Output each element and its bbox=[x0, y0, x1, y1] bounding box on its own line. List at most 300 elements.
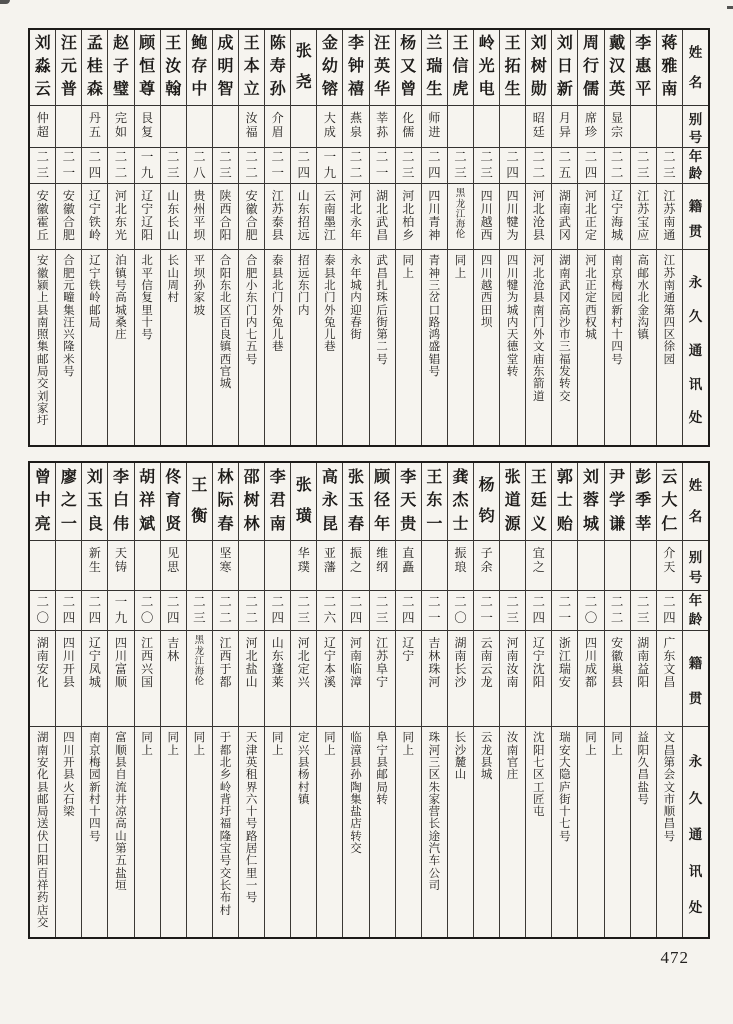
age-cell: 二 一 bbox=[265, 148, 290, 184]
alias-cell: 完 如 bbox=[108, 106, 133, 148]
address-cell: 阜 宁 县 邮 局 转 bbox=[376, 732, 388, 806]
age-cell: 二 〇 bbox=[135, 591, 160, 631]
alias-cell bbox=[56, 106, 81, 148]
age-cell: 二 三 bbox=[213, 148, 238, 184]
native-cell: 辽 宁 铁 岭 bbox=[82, 184, 107, 250]
header-column bbox=[682, 463, 708, 937]
age-cell: 二 四 bbox=[82, 591, 107, 631]
age-cell: 二 四 bbox=[265, 591, 290, 631]
alias-cell bbox=[265, 541, 290, 591]
alias-cell: 介 天 bbox=[657, 541, 682, 591]
name-cell: 李 惠 平 bbox=[631, 30, 656, 106]
native-cell: 辽 宁 沈 阳 bbox=[526, 631, 551, 727]
address-cell: 平 坝 孙 家 坡 bbox=[193, 255, 206, 317]
native-cell: 浙 江 瑞 安 bbox=[552, 631, 577, 727]
age-cell: 二 四 bbox=[82, 148, 107, 184]
address-cell: 云 龙 县 城 bbox=[480, 732, 493, 782]
alias-cell: 昭 廷 bbox=[526, 106, 551, 148]
native-cell: 贵 州 平 坝 bbox=[187, 184, 212, 250]
native-cell: 河 北 定 兴 bbox=[291, 631, 316, 727]
address-cell: 同 上 bbox=[193, 732, 206, 757]
age-cell: 二 〇 bbox=[30, 591, 55, 631]
name-cell: 李 君 南 bbox=[265, 463, 290, 541]
native-cell: 陕 西 合 阳 bbox=[213, 184, 238, 250]
alias-cell: 师 进 bbox=[422, 106, 447, 148]
person-column bbox=[577, 463, 603, 937]
person-column bbox=[342, 463, 368, 937]
name-cell: 邵 树 林 bbox=[239, 463, 264, 541]
name-cell: 岭 光 电 bbox=[474, 30, 499, 106]
alias-cell bbox=[657, 106, 682, 148]
name-cell: 高 永 昆 bbox=[317, 463, 342, 541]
age-cell: 二 四 bbox=[422, 148, 447, 184]
person-column bbox=[55, 463, 81, 937]
header-native: 籍 贯 bbox=[683, 184, 708, 250]
alias-cell bbox=[578, 541, 603, 591]
alias-cell bbox=[239, 541, 264, 591]
age-cell: 二 四 bbox=[291, 148, 316, 184]
name-cell: 汪 元 普 bbox=[56, 30, 81, 106]
age-cell: 二 三 bbox=[161, 148, 186, 184]
age-cell: 二 四 bbox=[56, 591, 81, 631]
address-cell: 珠 河 三 区 朱 家 营 长 途 汽 车 公 司 bbox=[428, 732, 441, 893]
alias-cell bbox=[187, 106, 212, 148]
native-cell: 河 北 沧 县 bbox=[526, 184, 551, 250]
address-cell: 益 阳 久 昌 盐 号 bbox=[637, 732, 649, 806]
address-cell: 武 昌 扎 珠 后 街 第 二 号 bbox=[376, 255, 388, 366]
native-cell: 吉 林 珠 河 bbox=[422, 631, 447, 727]
person-column bbox=[604, 30, 630, 445]
address-cell: 合 肥 小 东 门 内 七 五 号 bbox=[245, 255, 258, 366]
native-cell: 江 苏 宝 应 bbox=[631, 184, 656, 250]
age-cell: 二 四 bbox=[500, 148, 525, 184]
native-cell: 四 川 越 西 bbox=[474, 184, 499, 250]
age-cell: 二 四 bbox=[161, 591, 186, 631]
address-cell: 南 京 梅 园 新 村 十 四 号 bbox=[89, 732, 101, 843]
age-cell: 二 三 bbox=[657, 148, 682, 184]
person-column bbox=[290, 30, 316, 445]
name-cell: 兰 瑞 生 bbox=[422, 30, 447, 106]
alias-cell: 汝 福 bbox=[239, 106, 264, 148]
alias-cell bbox=[474, 106, 499, 148]
person-column bbox=[81, 30, 107, 445]
person-column bbox=[30, 30, 55, 445]
address-cell: 泰 县 北 门 外 兔 儿 巷 bbox=[271, 255, 284, 354]
age-cell: 二 一 bbox=[552, 591, 577, 631]
native-cell: 吉 林 bbox=[161, 631, 186, 727]
alias-cell: 子 余 bbox=[474, 541, 499, 591]
name-cell: 陈 寿 孙 bbox=[265, 30, 290, 106]
alias-cell: 介 眉 bbox=[265, 106, 290, 148]
header-age: 年 龄 bbox=[683, 148, 708, 184]
native-cell: 湖 南 武 冈 bbox=[552, 184, 577, 250]
name-cell: 张 道 源 bbox=[500, 463, 525, 541]
age-cell: 二 〇 bbox=[578, 591, 603, 631]
native-cell: 山 东 招 远 bbox=[291, 184, 316, 250]
person-column bbox=[186, 463, 212, 937]
address-cell: 文 昌 第 会 文 市 顺 昌 号 bbox=[663, 732, 676, 843]
native-cell: 安 徽 霍 丘 bbox=[30, 184, 55, 250]
directory-table-top bbox=[28, 28, 710, 447]
alias-cell bbox=[30, 541, 55, 591]
person-column bbox=[30, 463, 55, 937]
address-cell: 同 上 bbox=[402, 732, 414, 757]
name-cell: 胡 祥 斌 bbox=[135, 463, 160, 541]
age-cell: 二 一 bbox=[56, 148, 81, 184]
alias-cell bbox=[500, 106, 525, 148]
alias-cell: 维 纲 bbox=[370, 541, 395, 591]
address-cell: 四 川 犍 为 城 内 天 德 堂 转 bbox=[506, 255, 519, 379]
native-cell: 四 川 成 都 bbox=[578, 631, 603, 727]
name-cell: 廖 之 一 bbox=[56, 463, 81, 541]
alias-cell bbox=[631, 541, 656, 591]
native-cell: 河 南 汝 南 bbox=[500, 631, 525, 727]
age-cell: 二 二 bbox=[108, 148, 133, 184]
person-column bbox=[421, 30, 447, 445]
native-cell: 辽 宁 海 城 bbox=[605, 184, 630, 250]
alias-cell: 丹 五 bbox=[82, 106, 107, 148]
alias-cell bbox=[422, 541, 447, 591]
address-cell: 长 山 周 村 bbox=[167, 255, 179, 305]
person-column bbox=[630, 30, 656, 445]
person-column bbox=[499, 30, 525, 445]
person-column bbox=[160, 30, 186, 445]
person-column bbox=[342, 30, 368, 445]
address-cell: 泊 镇 号 高 城 桑 庄 bbox=[115, 255, 127, 342]
age-cell: 二 三 bbox=[396, 148, 421, 184]
alias-cell bbox=[213, 106, 238, 148]
native-cell: 河 北 永 年 bbox=[343, 184, 368, 250]
native-cell: 辽 宁 本 溪 bbox=[317, 631, 342, 727]
age-cell: 二 四 bbox=[657, 591, 682, 631]
alias-cell bbox=[500, 541, 525, 591]
native-cell: 湖 北 武 昌 bbox=[370, 184, 395, 250]
alias-cell: 亚 藩 bbox=[317, 541, 342, 591]
person-column bbox=[107, 30, 133, 445]
name-cell: 佟 育 贤 bbox=[161, 463, 186, 541]
person-column bbox=[551, 463, 577, 937]
native-cell: 辽 宁 凤 城 bbox=[82, 631, 107, 727]
alias-cell: 华 璞 bbox=[291, 541, 316, 591]
name-cell: 金 幼 镕 bbox=[317, 30, 342, 106]
address-cell: 合 阳 东 北 区 百 良 镇 西 官 城 bbox=[219, 255, 232, 391]
person-column bbox=[447, 463, 473, 937]
person-column bbox=[630, 463, 656, 937]
person-column bbox=[656, 30, 682, 445]
native-cell: 黑 龙 江 海 伦 bbox=[448, 184, 473, 250]
person-column bbox=[107, 463, 133, 937]
person-column bbox=[264, 463, 290, 937]
native-cell: 江 西 兴 国 bbox=[135, 631, 160, 727]
age-cell: 一 九 bbox=[108, 591, 133, 631]
native-cell: 江 苏 泰 县 bbox=[265, 184, 290, 250]
person-column bbox=[525, 463, 551, 937]
age-cell: 二 二 bbox=[343, 148, 368, 184]
address-cell: 高 邮 水 北 金 沟 镇 bbox=[637, 255, 649, 342]
address-cell: 河 北 正 定 西 权 城 bbox=[585, 255, 597, 342]
address-cell: 瑞 安 大 隐 庐 街 十 七 号 bbox=[559, 732, 571, 843]
address-cell: 湖 南 武 冈 高 沙 市 三 福 发 转 交 bbox=[559, 255, 571, 403]
age-cell: 二 四 bbox=[396, 591, 421, 631]
person-column bbox=[656, 463, 682, 937]
native-cell: 河 南 临 漳 bbox=[343, 631, 368, 727]
alias-cell: 坚 寒 bbox=[213, 541, 238, 591]
alias-cell: 天 铸 bbox=[108, 541, 133, 591]
native-cell: 四 川 开 县 bbox=[56, 631, 81, 727]
name-cell: 顾 径 年 bbox=[370, 463, 395, 541]
alias-cell bbox=[187, 541, 212, 591]
name-cell: 彭 季 莘 bbox=[631, 463, 656, 541]
age-cell: 二 一 bbox=[474, 591, 499, 631]
name-cell: 林 际 春 bbox=[213, 463, 238, 541]
alias-cell: 艮 复 bbox=[135, 106, 160, 148]
header-column bbox=[682, 30, 708, 445]
address-cell: 永 年 城 内 迎 春 街 bbox=[350, 255, 362, 342]
name-cell: 杨 钧 bbox=[474, 463, 499, 541]
age-cell: 二 八 bbox=[187, 148, 212, 184]
native-cell: 云 南 墨 江 bbox=[317, 184, 342, 250]
alias-cell bbox=[56, 541, 81, 591]
age-cell: 二 二 bbox=[239, 591, 264, 631]
native-cell: 河 北 东 光 bbox=[108, 184, 133, 250]
name-cell: 孟 桂 森 bbox=[82, 30, 107, 106]
address-cell: 同 上 bbox=[402, 255, 414, 280]
alias-cell bbox=[552, 541, 577, 591]
alias-cell bbox=[448, 106, 473, 148]
name-cell: 张 璜 bbox=[291, 463, 316, 541]
person-column bbox=[499, 463, 525, 937]
person-column bbox=[604, 463, 630, 937]
alias-cell: 席 珍 bbox=[578, 106, 603, 148]
native-cell: 江 苏 阜 宁 bbox=[370, 631, 395, 727]
age-cell: 二 〇 bbox=[448, 591, 473, 631]
address-cell: 同 上 bbox=[141, 732, 153, 757]
alias-cell: 显 宗 bbox=[605, 106, 630, 148]
name-cell: 李 钟 禧 bbox=[343, 30, 368, 106]
person-column bbox=[134, 463, 160, 937]
name-cell: 杨 又 曾 bbox=[396, 30, 421, 106]
native-cell: 湖 南 长 沙 bbox=[448, 631, 473, 727]
age-cell: 二 二 bbox=[605, 591, 630, 631]
person-column bbox=[212, 30, 238, 445]
name-cell: 王 信 虎 bbox=[448, 30, 473, 106]
person-column bbox=[316, 30, 342, 445]
alias-cell bbox=[135, 541, 160, 591]
alias-cell: 月 异 bbox=[552, 106, 577, 148]
native-cell: 河 北 正 定 bbox=[578, 184, 603, 250]
address-cell: 临 漳 县 孙 陶 集 盐 店 转 交 bbox=[350, 732, 362, 856]
address-cell: 湖 南 安 化 县 邮 局 送 伏 口 阳 百 祥 药 店 交 bbox=[36, 732, 49, 929]
address-cell: 合 肥 元 疃 集 汪 兴 隆 米 号 bbox=[63, 255, 75, 379]
native-cell: 山 东 长 山 bbox=[161, 184, 186, 250]
name-cell: 王 廷 义 bbox=[526, 463, 551, 541]
person-column bbox=[525, 30, 551, 445]
page-content bbox=[28, 28, 710, 939]
alias-cell bbox=[161, 106, 186, 148]
alias-cell bbox=[631, 106, 656, 148]
address-cell: 汝 南 官 庄 bbox=[506, 732, 519, 782]
scan-artifact bbox=[0, 0, 10, 4]
age-cell: 二 二 bbox=[526, 148, 551, 184]
native-cell: 四 川 青 神 bbox=[422, 184, 447, 250]
native-cell: 四 川 犍 为 bbox=[500, 184, 525, 250]
address-cell: 青 神 三 岔 口 路 鸿 盛 锠 号 bbox=[428, 255, 441, 379]
age-cell: 二 四 bbox=[526, 591, 551, 631]
native-cell: 辽 宁 bbox=[396, 631, 421, 727]
alias-cell: 燕 泉 bbox=[343, 106, 368, 148]
alias-cell: 见 思 bbox=[161, 541, 186, 591]
name-cell: 赵 子 璧 bbox=[108, 30, 133, 106]
person-column bbox=[577, 30, 603, 445]
name-cell: 刘 蓉 城 bbox=[578, 463, 603, 541]
address-cell: 沈 阳 七 区 工 匠 屯 bbox=[533, 732, 545, 819]
alias-cell: 新 生 bbox=[82, 541, 107, 591]
age-cell: 二 一 bbox=[422, 591, 447, 631]
alias-cell: 宜 之 bbox=[526, 541, 551, 591]
address-cell: 四 川 开 县 火 石 梁 bbox=[63, 732, 75, 819]
native-cell: 湖 南 益 阳 bbox=[631, 631, 656, 727]
person-column bbox=[369, 463, 395, 937]
name-cell: 周 行 儒 bbox=[578, 30, 603, 106]
name-cell: 刘 玉 良 bbox=[82, 463, 107, 541]
alias-cell: 振 琅 bbox=[448, 541, 473, 591]
header-address: 永 久 通 讯 处 bbox=[688, 274, 703, 426]
header-name: 姓 名 bbox=[683, 30, 708, 106]
age-cell: 二 三 bbox=[474, 148, 499, 184]
address-cell: 于 都 北 乡 岭 背 圩 福 隆 宝 号 交 长 布 村 bbox=[219, 732, 232, 917]
address-cell: 长 沙 麓 山 bbox=[454, 732, 467, 782]
address-cell: 同 上 bbox=[585, 732, 597, 757]
name-cell: 王 汝 翰 bbox=[161, 30, 186, 106]
header-address: 永 久 通 讯 处 bbox=[688, 754, 703, 915]
native-cell: 江 苏 南 通 bbox=[657, 184, 682, 250]
person-column bbox=[55, 30, 81, 445]
age-cell: 二 三 bbox=[500, 591, 525, 631]
native-cell: 安 徽 合 肥 bbox=[56, 184, 81, 250]
address-cell: 辽 宁 铁 岭 邮 局 bbox=[89, 255, 101, 329]
alias-cell bbox=[605, 541, 630, 591]
header-native: 籍 贯 bbox=[683, 631, 708, 727]
name-cell: 王 东 一 bbox=[422, 463, 447, 541]
name-cell: 张 尧 bbox=[291, 30, 316, 106]
header-alias: 别 号 bbox=[683, 541, 708, 591]
native-cell: 云 南 云 龙 bbox=[474, 631, 499, 727]
address-cell: 北 平 信 复 里 十 号 bbox=[141, 255, 153, 342]
name-cell: 汪 英 华 bbox=[370, 30, 395, 106]
native-cell: 河 北 柏 乡 bbox=[396, 184, 421, 250]
person-column bbox=[212, 463, 238, 937]
address-cell: 富 顺 县 自 流 井 凉 高 山 第 五 盐 垣 bbox=[115, 732, 127, 893]
person-column bbox=[81, 463, 107, 937]
directory-table-bottom bbox=[28, 461, 710, 939]
name-cell: 鲍 存 中 bbox=[187, 30, 212, 106]
address-cell: 同 上 bbox=[454, 255, 467, 280]
age-cell: 二 三 bbox=[370, 591, 395, 631]
person-column bbox=[447, 30, 473, 445]
age-cell: 二 一 bbox=[370, 148, 395, 184]
address-cell: 天 津 英 租 界 六 十 号 路 居 仁 里 一 号 bbox=[245, 732, 258, 905]
address-cell: 同 上 bbox=[324, 732, 336, 757]
name-cell: 王 拓 生 bbox=[500, 30, 525, 106]
age-cell: 二 四 bbox=[578, 148, 603, 184]
name-cell: 李 天 贵 bbox=[396, 463, 421, 541]
alias-cell: 莘 荪 bbox=[370, 106, 395, 148]
person-column bbox=[160, 463, 186, 937]
person-column bbox=[395, 463, 421, 937]
name-cell: 刘 树 勋 bbox=[526, 30, 551, 106]
scan-artifact bbox=[727, 6, 733, 9]
person-column bbox=[134, 30, 160, 445]
address-cell: 同 上 bbox=[167, 732, 179, 757]
alias-cell: 化 儒 bbox=[396, 106, 421, 148]
native-cell: 安 徽 巢 县 bbox=[605, 631, 630, 727]
header-name: 姓 名 bbox=[683, 463, 708, 541]
person-column bbox=[238, 463, 264, 937]
person-column bbox=[186, 30, 212, 445]
person-column bbox=[290, 463, 316, 937]
name-cell: 王 衡 bbox=[187, 463, 212, 541]
alias-cell: 直 矗 bbox=[396, 541, 421, 591]
person-column bbox=[238, 30, 264, 445]
address-cell: 江 苏 南 通 第 四 区 徐 园 bbox=[663, 255, 676, 366]
name-cell: 张 玉 春 bbox=[343, 463, 368, 541]
age-cell: 二 三 bbox=[291, 591, 316, 631]
person-column bbox=[316, 463, 342, 937]
native-cell: 河 北 盐 山 bbox=[239, 631, 264, 727]
person-column bbox=[421, 463, 447, 937]
address-cell: 定 兴 县 杨 村 镇 bbox=[298, 732, 310, 806]
name-cell: 顾 恒 尊 bbox=[135, 30, 160, 106]
age-cell: 二 三 bbox=[631, 591, 656, 631]
native-cell: 安 徽 合 肥 bbox=[239, 184, 264, 250]
name-cell: 曾 中 亮 bbox=[30, 463, 55, 541]
person-column bbox=[395, 30, 421, 445]
age-cell: 二 二 bbox=[239, 148, 264, 184]
native-cell: 山 东 蓬 莱 bbox=[265, 631, 290, 727]
name-cell: 尹 学 谦 bbox=[605, 463, 630, 541]
name-cell: 云 大 仁 bbox=[657, 463, 682, 541]
age-cell: 二 二 bbox=[213, 591, 238, 631]
alias-cell: 大 成 bbox=[317, 106, 342, 148]
person-column bbox=[369, 30, 395, 445]
native-cell: 四 川 富 顺 bbox=[108, 631, 133, 727]
age-cell: 二 六 bbox=[317, 591, 342, 631]
person-column bbox=[551, 30, 577, 445]
age-cell: 二 三 bbox=[631, 148, 656, 184]
age-cell: 一 九 bbox=[135, 148, 160, 184]
native-cell: 湖 南 安 化 bbox=[30, 631, 55, 727]
age-cell: 二 三 bbox=[30, 148, 55, 184]
name-cell: 蒋 雅 南 bbox=[657, 30, 682, 106]
address-cell: 同 上 bbox=[271, 732, 284, 757]
address-cell: 安 徽 颍 上 县 南 照 集 邮 局 交 刘 家 圩 bbox=[36, 255, 49, 428]
header-age: 年 龄 bbox=[683, 591, 708, 631]
age-cell: 二 三 bbox=[187, 591, 212, 631]
address-cell: 四 川 越 西 田 坝 bbox=[480, 255, 493, 329]
person-column bbox=[264, 30, 290, 445]
name-cell: 李 白 伟 bbox=[108, 463, 133, 541]
page-number: 472 bbox=[660, 948, 689, 967]
native-cell: 广 东 文 昌 bbox=[657, 631, 682, 727]
native-cell: 黑 龙 江 海 伦 bbox=[187, 631, 212, 727]
alias-cell: 振 之 bbox=[343, 541, 368, 591]
alias-cell: 仲 超 bbox=[30, 106, 55, 148]
header-alias: 别 号 bbox=[683, 106, 708, 148]
native-cell: 江 西 于 都 bbox=[213, 631, 238, 727]
name-cell: 戴 汉 英 bbox=[605, 30, 630, 106]
address-cell: 南 京 梅 园 新 村 十 四 号 bbox=[611, 255, 623, 366]
age-cell: 二 四 bbox=[343, 591, 368, 631]
